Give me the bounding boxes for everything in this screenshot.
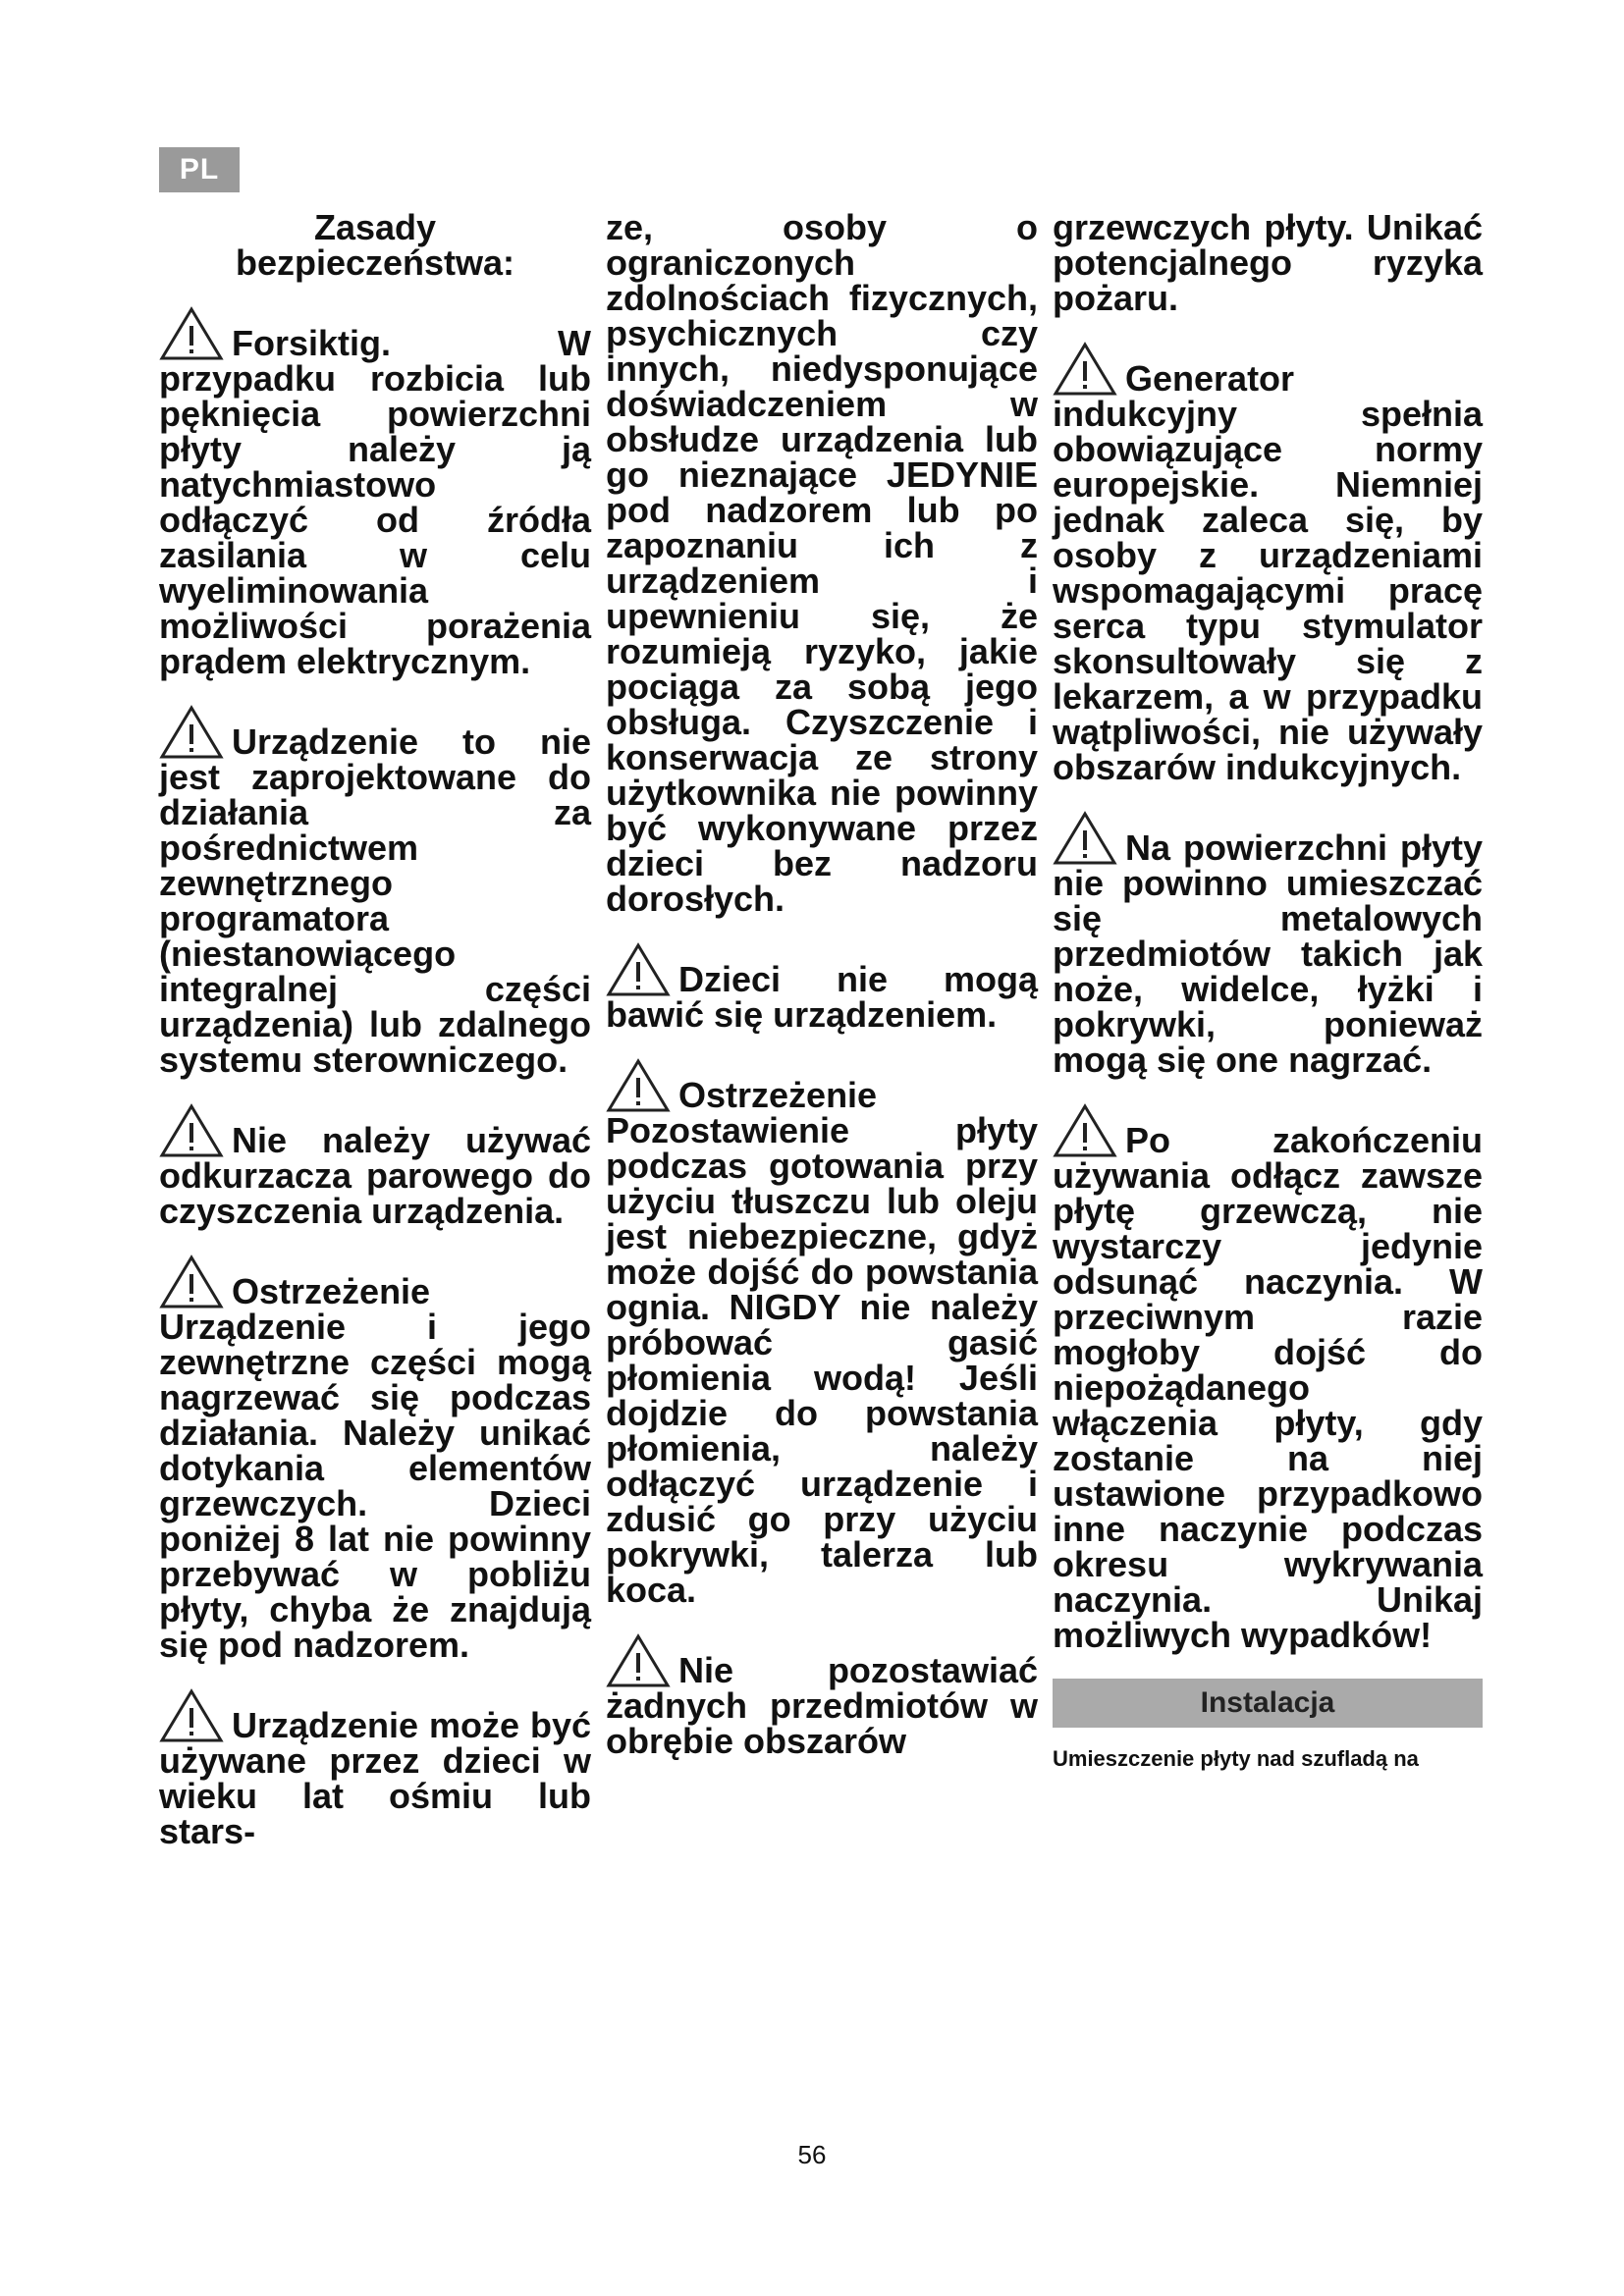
warning-paragraph	[1053, 342, 1483, 785]
paragraph-text: Po zakończeniu używania odłącz zawsze płytę grzewczą, nie wystarczy jedynie odsunąć naczynia. W przeciwnym razie mogłoby dojść do niepożądanego włączenia płyty, gdy zostanie na niej ustawione przypadkowo inne naczynie podczas okresu wykrywania naczynia. Unikaj możliwych wypadków!	[1053, 1120, 1483, 1655]
paragraph-text: Generator indukcyjny spełnia obowiązujące normy europejskie. Niemniej jednak zaleca się, by osoby z urządzeniami wspomagającymi pracę serca typu stymulator skonsultowały się z lekarzem, a w przypadku wątpliwości, nie używały obszarów indukcyjnych.	[1053, 358, 1483, 787]
paragraph-text: grzewczych płyty. Unikać potencjalnego ryzyka pożaru.	[1053, 207, 1483, 318]
section-title-installation: Instalacja	[1053, 1679, 1483, 1728]
warning-paragraph	[159, 1103, 591, 1229]
warning-triangle-icon	[606, 1058, 671, 1113]
warning-triangle-icon	[159, 306, 224, 361]
page-number: 56	[797, 2140, 827, 2169]
warning-paragraph	[159, 1688, 591, 1849]
warning-triangle-icon	[159, 705, 224, 760]
column-2	[606, 207, 1038, 1785]
language-badge: PL	[159, 147, 240, 192]
column-1	[159, 207, 591, 1875]
warning-paragraph	[159, 306, 591, 679]
paragraph-text: Forsiktig. W przypadku rozbicia lub pęknięcia powierzchni płyty należy ją natychmiastowo odłączyć od źródła zasilania w celu wyeliminowania możliwości porażenia prądem elektrycznym.	[159, 323, 591, 681]
warning-triangle-icon	[606, 942, 671, 997]
paragraph-text: ze, osoby o ograniczonych zdolnościach fizycznych, psychicznych czy innych, niedysponujące doświadczeniem w obsłudze urządzenia lub go nieznające JEDYNIE pod nadzorem lub po zapoznaniu ich z urządzeniem i upewnieniu się, że rozumieją ryzyko, jakie pociąga za sobą jego obsługa. Czyszczenie i konserwacja ze strony użytkownika nie powinny być wykonywane przez dzieci bez nadzoru dorosłych.	[606, 207, 1038, 919]
paragraph-text: Ostrzeżenie Urządzenie i jego zewnętrzne części mogą nagrzewać się podczas działania. Należy unikać dotykania elementów grzewczych. Dzieci poniżej 8 lat nie powinny przebywać w pobliżu płyty, chyba że znajdują się pod nadzorem.	[159, 1271, 591, 1665]
paragraph-text: Ostrzeżenie Pozostawienie płyty podczas gotowania przy użyciu tłuszczu lub oleju jest niebezpieczne, gdyż może dojść do powstania ognia. NIGDY nie należy próbować gasić płomienia wodą! Jeśli dojdzie do powstania płomienia, należy odłączyć urządzenie i zdusić go przy użyciu pokrywki, talerza lub koca.	[606, 1075, 1038, 1610]
warning-triangle-icon	[1053, 1103, 1117, 1158]
heading-line2: bezpieczeństwa:	[235, 242, 515, 283]
warning-paragraph	[1053, 1103, 1483, 1653]
heading-line1: Zasady	[313, 207, 437, 247]
section-subtext: Umieszczenie płyty nad szufladą na	[1053, 1746, 1419, 1771]
paragraph-text: Urządzenie to nie jest zaprojektowane do działania za pośrednictwem zewnętrznego programatora (niestanowiącego integralnej części urządzenia) lub zdalnego systemu sterowniczego.	[159, 721, 591, 1080]
warning-triangle-icon	[159, 1255, 224, 1309]
safety-heading	[159, 207, 591, 283]
paragraph	[1053, 207, 1483, 318]
warning-paragraph	[606, 1633, 1038, 1759]
paragraph	[606, 207, 1038, 919]
paragraph-text: Dzieci nie mogą bawić się urządzeniem.	[606, 959, 1038, 1035]
paragraph-text: Na powierzchni płyty nie powinno umieszczać się metalowych przedmiotów takich jak noże, widelce, łyżki i pokrywki, ponieważ mogą się one nagrzać.	[1053, 828, 1483, 1080]
warning-paragraph	[606, 1058, 1038, 1608]
column-3	[1053, 207, 1483, 1773]
paragraph-text: Urządzenie może być używane przez dzieci w wieku lat ośmiu lub stars-	[159, 1705, 591, 1851]
warning-triangle-icon	[1053, 811, 1117, 866]
warning-triangle-icon	[159, 1103, 224, 1158]
paragraph-text: Nie pozostawiać żadnych przedmiotów w obrębie obszarów	[606, 1650, 1038, 1761]
warning-triangle-icon	[1053, 342, 1117, 397]
warning-paragraph	[159, 1255, 591, 1663]
warning-triangle-icon	[606, 1633, 671, 1688]
warning-paragraph	[159, 705, 591, 1078]
warning-triangle-icon	[159, 1688, 224, 1743]
paragraph-text: Nie należy używać odkurzacza parowego do czyszczenia urządzenia.	[159, 1120, 591, 1231]
warning-paragraph	[606, 942, 1038, 1033]
warning-paragraph	[1053, 811, 1483, 1078]
